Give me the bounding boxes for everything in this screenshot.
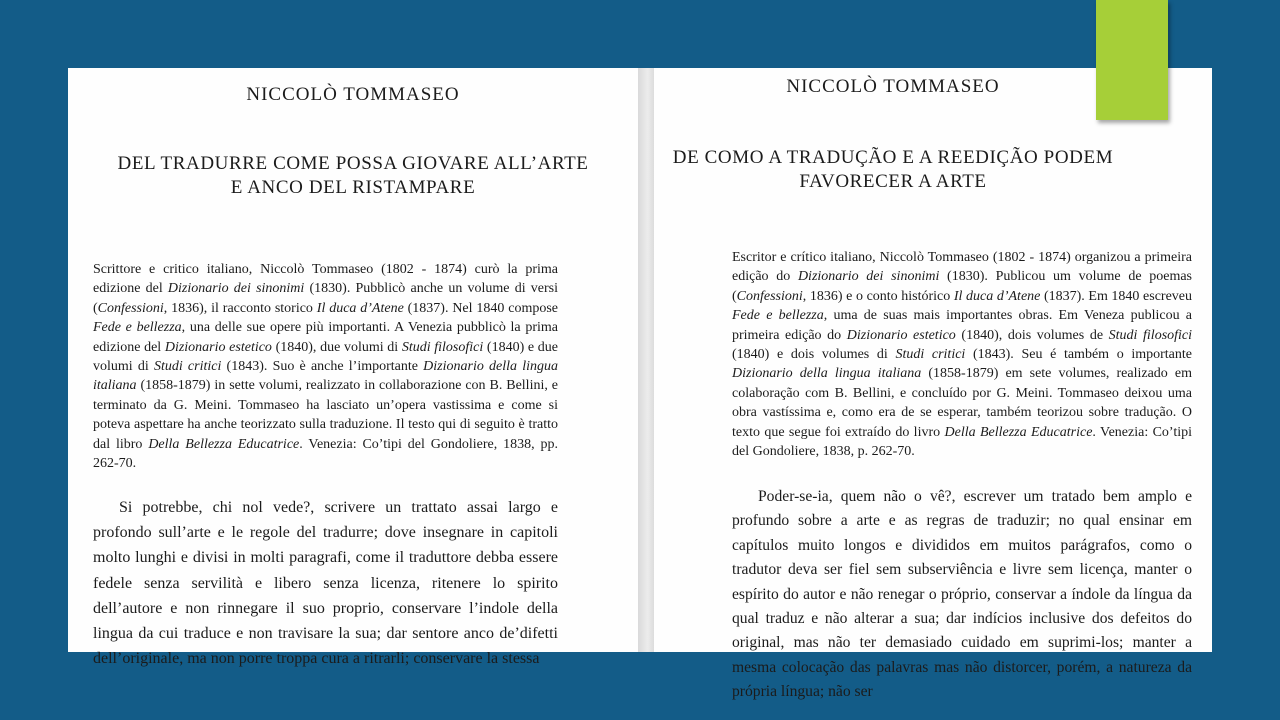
left-title-line-2: E ANCO DEL RISTAMPARE (230, 177, 476, 198)
right-intro-paragraph: Escritor e crítico italiano, Niccolò Tommaseo (1802 - 1874) organizou a primeira edição do Dizionario dei sinonimi (1830). Publicou um volume de poemas (Confessioni, 1836) e o conto histórico Il duca d’Atene (1837). Em 1840 escreveu Fede e bellezza, uma de suas mais importantes obras. Em Veneza publicou a primeira edição do Dizionario estetico (1840), dois volumes de Studi filosofici (1840) e dois volumes di Studi critici (1843). Seu é também o importante Dizionario della lingua italiana (1858-1879) em sete volumes, realizado em colaboração com B. Bellini, e concluído por G. Meini. Tommaseo deixou uma obra vastíssima e, como era de se esperar, também teorizou sobre tradução. O texto que segue foi extraído do livro Della Bellezza Educatrice. Venezia: Co’tipi del Gondoliere, 1838, p. 262-70. (732, 250, 1193, 460)
left-page-italian (68, 68, 638, 668)
right-body-paragraph: Poder-se-ia, quem não o vê?, escrever um tratado bem amplo e profundo sobre a arte e as regras de traduzir; no qual ensinar em capítulos muito longos e divididos em muitos parágrafos, como o tradutor deva ser fiel sem subserviência e livre sem licença, manter o espírito do autor e não renegar o próprio, conservar a índole da língua da qual traduz e não alterar a sua; dar indícios inclusive dos defeitos do original, mas não ter demasiado cuidado em suprimi-los; manter a mesma colocação das palavras mas não distorcer, porém, a natureza da própria língua; não ser (732, 488, 1192, 701)
left-title (68, 152, 638, 200)
right-title-line-1: DE COMO A TRADUÇÃO E A REEDIÇÃO PODEM (672, 147, 1114, 168)
right-title (614, 146, 1172, 194)
left-intro-paragraph: Scrittore e critico italiano, Niccolò Tommaseo (1802 - 1874) curò la prima edizione del Dizionario dei sinonimi (1830). Pubblicò anche un volume di versi (Confessioni, 1836), il racconto storico Il duca d’Atene (1837). Nel 1840 compose Fede e bellezza, una delle sue opere più importanti. A Venezia pubblicò la prima edizione del Dizionario estetico (1840), due volumi di Studi filosofici (1840) e due volumi di Studi critici (1843). Suo è anche l’importante Dizionario della lingua italiana (1858-1879) in sette volumi, realizzato in collaborazione con B. Bellini, e terminato da G. Meini. Tommaseo ha lasciato un’opera vastissima e come si poteva aspettare ha anche teorizzato sulla traduzione. Il testo qui di seguito è tratto dal libro Della Bellezza Educatrice. Venezia: Co’tipi del Gondoliere, 1838, pp. 262-70. (93, 262, 559, 472)
right-title-line-2: FAVORECER A ARTE (799, 171, 987, 192)
accent-bar (1096, 0, 1168, 120)
right-page-portuguese (654, 68, 1212, 701)
left-title-line-1: DEL TRADURRE COME POSSA GIOVARE ALL’ARTE (117, 153, 589, 174)
left-body-paragraph: Si potrebbe, chi nol vede?, scrivere un trattato assai largo e profondo sull’arte e le regole del tradurre; dove insegnare in capitoli molto lunghi e divisi in molti paragrafi, come il traduttore debba essere fedele senza servilità e libero senza licenza, ritenere lo spirito dell’autore e non rinnegare il suo proprio, conservare l’indole della lingua da cui traduce e non travisare la sua; dar sentore anco de’difetti dell’originale, ma non porre troppa cura a ritrarli; conservare la stessa (93, 499, 558, 668)
right-author-heading: NICCOLÒ TOMMASEO (786, 76, 1000, 97)
left-author-heading: NICCOLÒ TOMMASEO (246, 84, 460, 105)
